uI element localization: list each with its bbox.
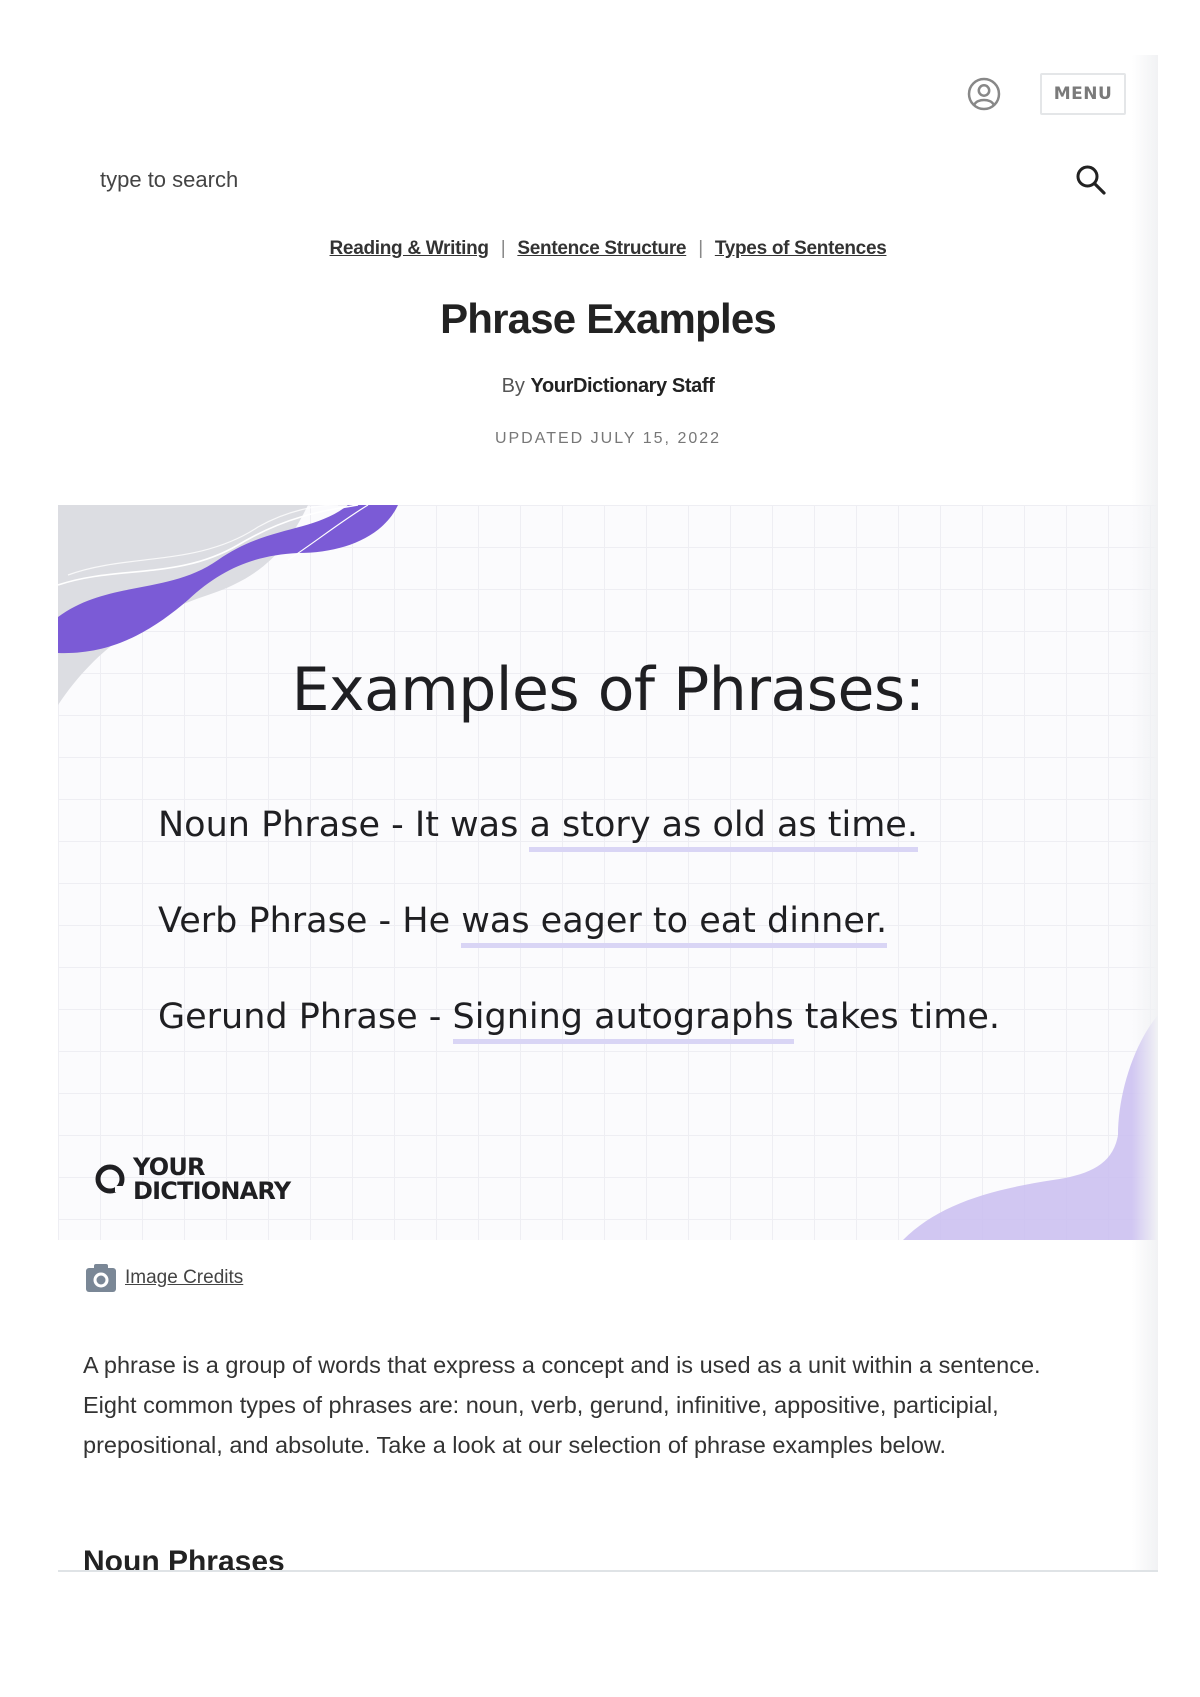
breadcrumb-sentence-structure[interactable]: Sentence Structure xyxy=(517,238,687,259)
breadcrumb-separator: | xyxy=(698,238,703,259)
hero-line-text: takes time. xyxy=(793,997,1000,1037)
user-circle-icon[interactable] xyxy=(966,76,1002,112)
breadcrumb-types-of-sentences[interactable]: Types of Sentences xyxy=(714,238,887,259)
page-title: Phrase Examples xyxy=(440,295,776,342)
logo-line-2: DICTIONARY xyxy=(133,1177,291,1205)
breadcrumb-reading-writing[interactable]: Reading & Writing xyxy=(329,238,489,259)
hero-image xyxy=(58,505,1158,1240)
yourdictionary-logo xyxy=(93,1155,290,1203)
byline-prefix: By xyxy=(501,375,525,397)
hero-line-underlined: was eager to eat dinner. xyxy=(461,901,887,948)
hero-title: Examples of Phrases: xyxy=(291,655,925,725)
hero-line-underlined: Signing autographs xyxy=(453,997,794,1044)
section-heading-noun-phrases: Noun Phrases xyxy=(83,1545,285,1572)
hero-line-gerund xyxy=(158,997,1000,1037)
author-link[interactable]: YourDictionary Staff xyxy=(530,375,715,397)
breadcrumb xyxy=(58,238,1158,260)
image-credits-link[interactable]: Image Credits xyxy=(125,1267,244,1288)
browser-viewport xyxy=(58,55,1158,1572)
camera-icon xyxy=(85,1263,117,1293)
hero-line-label: Noun Phrase - xyxy=(158,805,415,845)
updated-date: UPDATED JULY 15, 2022 xyxy=(494,430,722,447)
search-bar xyxy=(98,150,1108,210)
logo-line-1: YOUR xyxy=(133,1153,205,1181)
header-actions xyxy=(966,73,1126,115)
decorative-waves xyxy=(58,505,1158,1240)
search-icon[interactable] xyxy=(1074,163,1108,197)
byline xyxy=(58,375,1158,398)
search-input[interactable] xyxy=(98,166,702,194)
logo-mark-icon xyxy=(93,1162,127,1196)
hero-line-underlined: a story as old as time. xyxy=(529,805,917,852)
image-credits xyxy=(85,1263,243,1293)
hero-line-label: Gerund Phrase - xyxy=(158,997,453,1037)
hero-line-verb xyxy=(158,901,887,941)
hero-line-noun xyxy=(158,805,918,845)
breadcrumb-separator: | xyxy=(500,238,506,259)
hero-line-label: Verb Phrase - xyxy=(158,901,403,941)
hero-line-text: It was xyxy=(414,805,530,845)
intro-paragraph: A phrase is a group of words that express a concept and is used as a unit within a sentence. Eight common types of phrases are: noun, verb, gerund, infinitive, appositive, participial, prepositional, and absolute. Take a look at our selection of phrase examples below. xyxy=(83,1352,1041,1458)
hero-line-text: He xyxy=(402,901,462,941)
menu-button[interactable]: MENU xyxy=(1040,73,1126,115)
